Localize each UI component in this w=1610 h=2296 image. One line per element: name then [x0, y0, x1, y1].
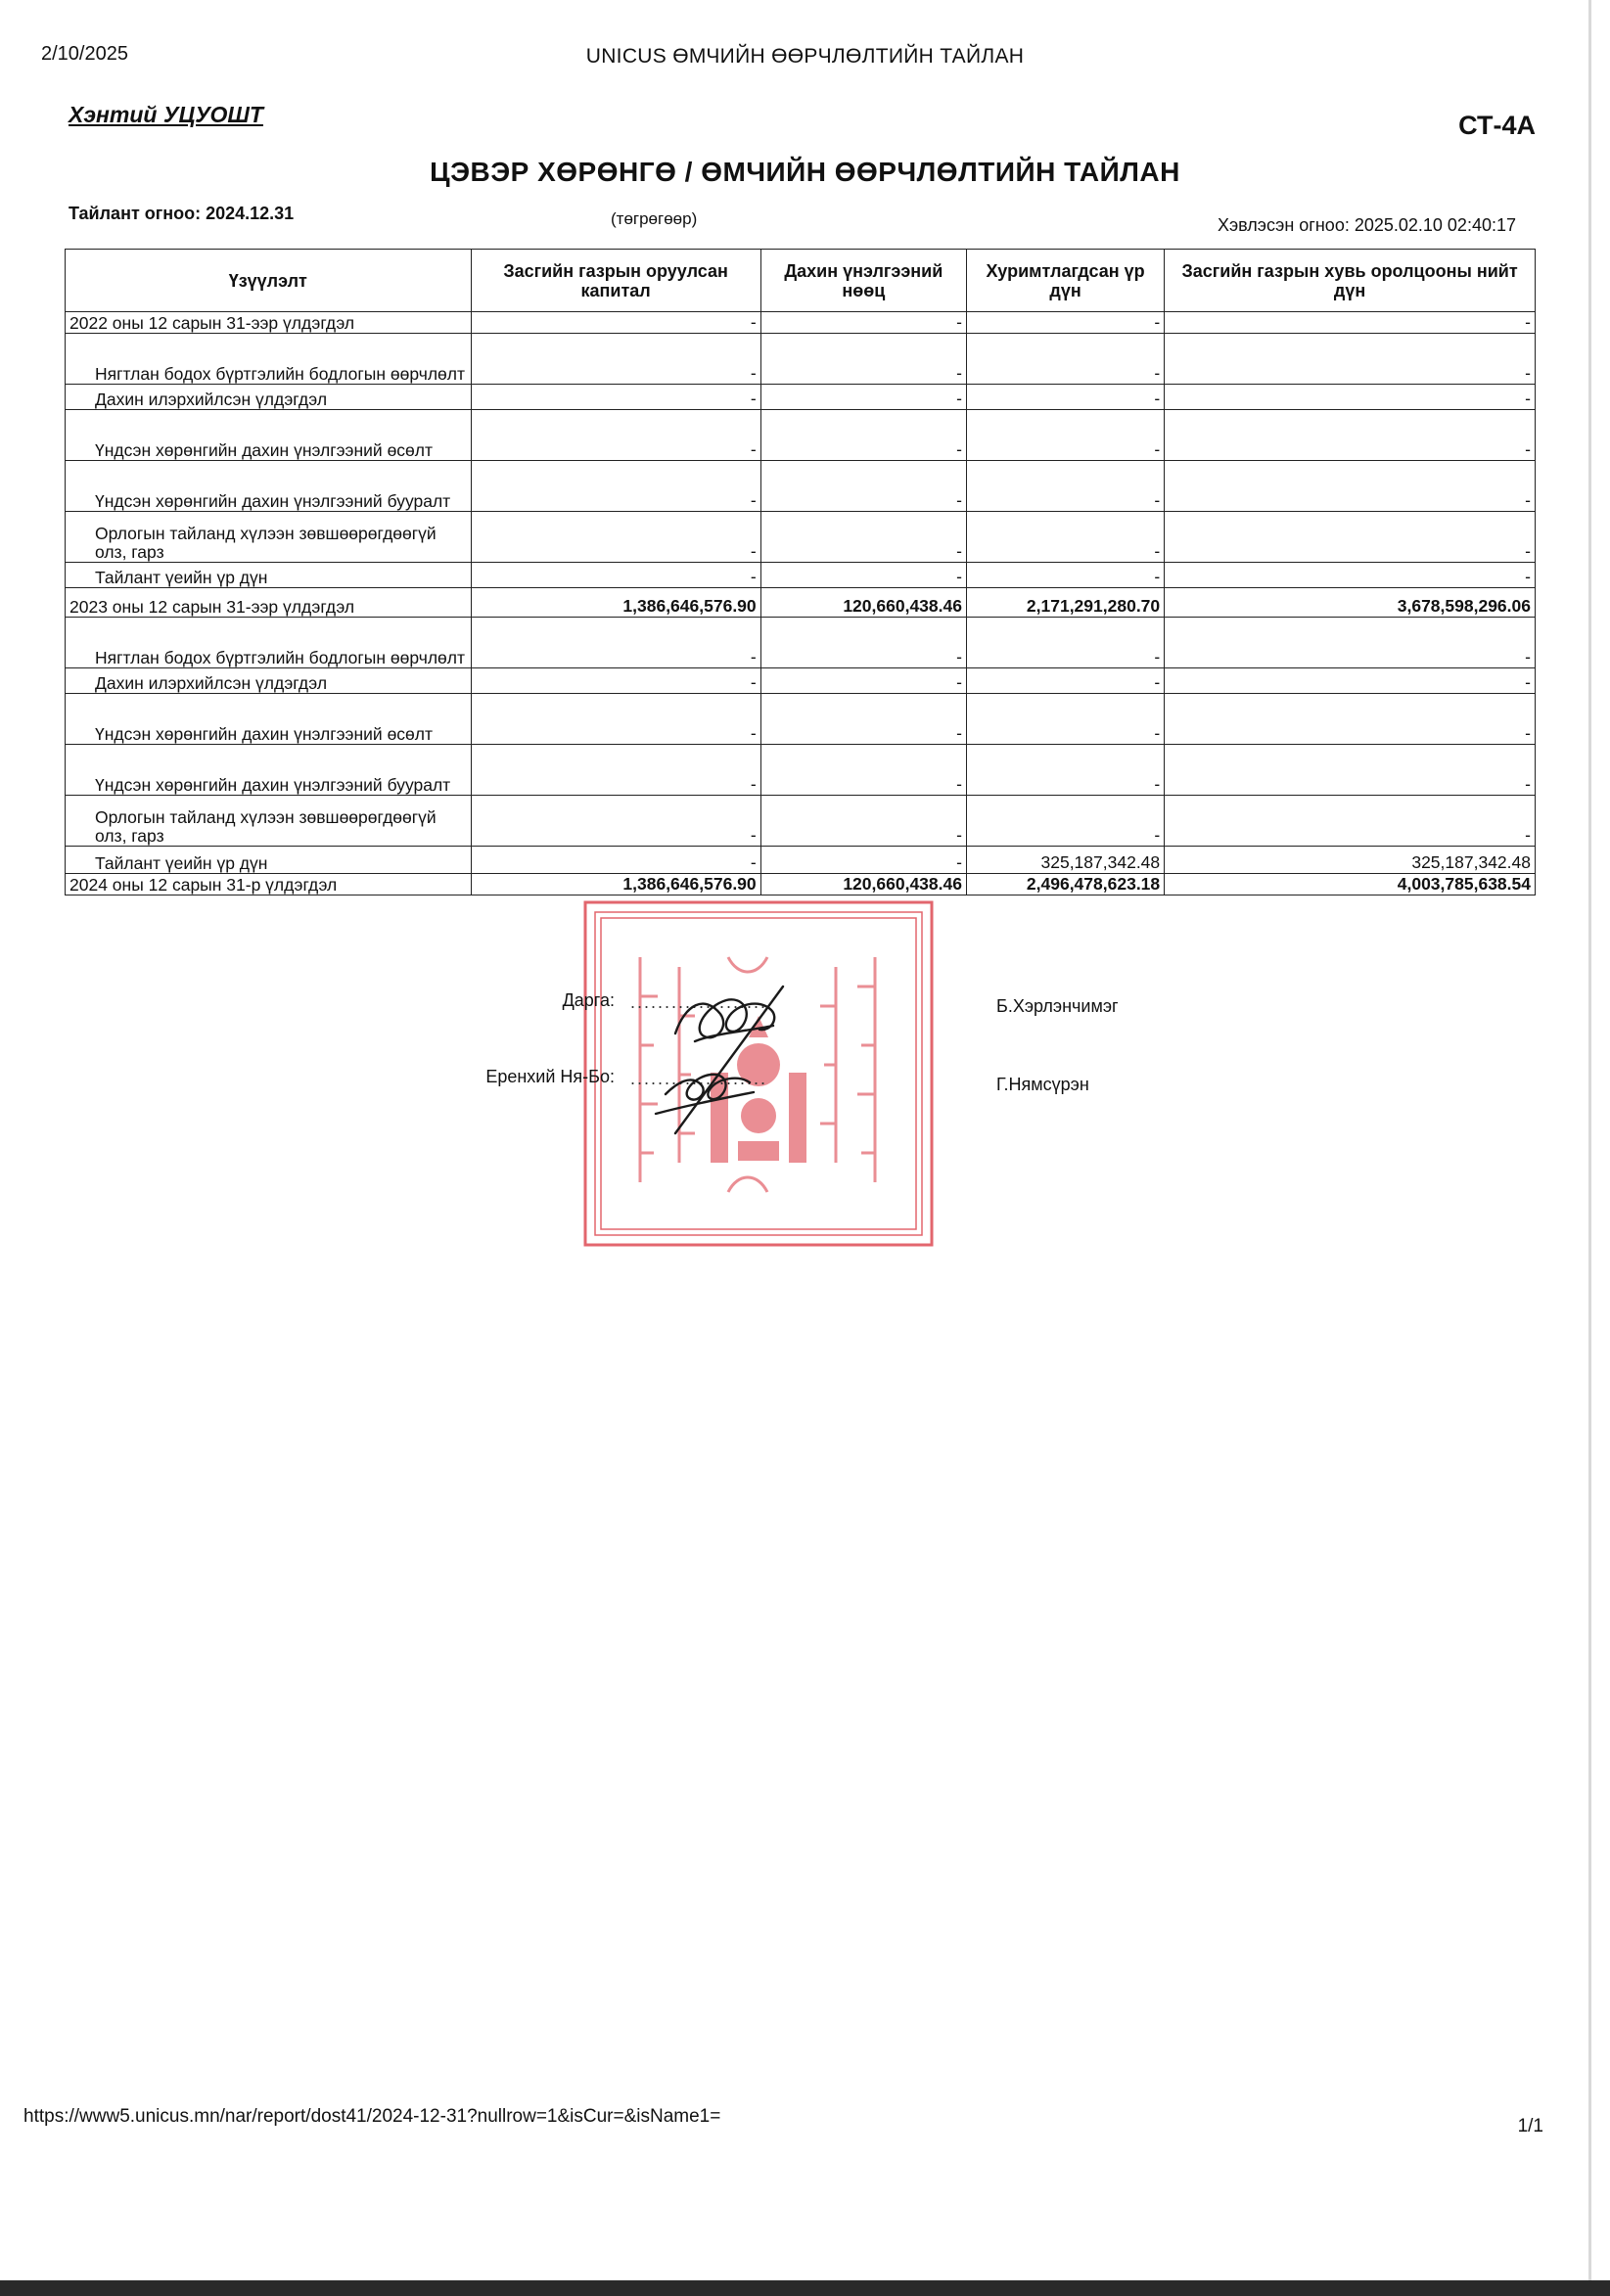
value-cell: 2,496,478,623.18 — [966, 874, 1164, 895]
chief-accountant-name: Г.Нямсүрэн — [996, 1075, 1089, 1094]
row-label: Үндсэн хөрөнгийн дахин үнэлгээний өсөлт — [66, 410, 472, 461]
value-cell: - — [471, 618, 760, 668]
value-cell: - — [966, 385, 1164, 410]
value-cell: - — [966, 694, 1164, 745]
table-row — [66, 385, 1536, 410]
value-cell: - — [760, 618, 966, 668]
row-label: 2022 оны 12 сарын 31-ээр үлдэгдэл — [66, 312, 472, 334]
value-cell: - — [1165, 410, 1536, 461]
value-cell: - — [1165, 618, 1536, 668]
value-cell: 2,171,291,280.70 — [966, 588, 1164, 618]
scan-edge — [1588, 0, 1591, 2296]
equity-change-table — [65, 249, 1536, 895]
row-label: Дахин илэрхийлсэн үлдэгдэл — [66, 385, 472, 410]
value-cell: - — [1165, 385, 1536, 410]
value-cell: - — [471, 745, 760, 796]
chief-accountant-label: Еренхий Ня-Бо: — [485, 1067, 615, 1086]
column-header: Дахин үнэлгээний нөөц — [760, 250, 966, 312]
table-row — [66, 410, 1536, 461]
value-cell: - — [471, 847, 760, 874]
table-row — [66, 668, 1536, 694]
value-cell: - — [760, 668, 966, 694]
value-cell: 3,678,598,296.06 — [1165, 588, 1536, 618]
print-header-title: UNICUS ӨМЧИЙН ӨӨРЧЛӨЛТИЙН ТАЙЛАН — [585, 45, 1025, 68]
value-cell: - — [471, 563, 760, 588]
value-cell: 1,386,646,576.90 — [471, 874, 760, 895]
value-cell: 325,187,342.48 — [1165, 847, 1536, 874]
chief-accountant-signature-line: .................... — [630, 1069, 768, 1088]
currency-unit: (төгрөгөөр) — [611, 209, 698, 228]
value-cell: - — [760, 745, 966, 796]
page-number: 1/1 — [1517, 2116, 1543, 2136]
value-cell: - — [966, 668, 1164, 694]
row-label: Тайлант үеийн үр дүн — [66, 847, 472, 874]
printed-timestamp: Хэвлэсэн огноо: 2025.02.10 02:40:17 — [1217, 215, 1516, 235]
value-cell: - — [760, 847, 966, 874]
table-row — [66, 461, 1536, 512]
value-cell: - — [966, 461, 1164, 512]
value-cell: - — [966, 745, 1164, 796]
table-row — [66, 694, 1536, 745]
value-cell: - — [760, 461, 966, 512]
organization-name: Хэнтий УЦУОШТ — [69, 102, 263, 127]
row-label: Үндсэн хөрөнгийн дахин үнэлгээний бууралт — [66, 745, 472, 796]
table-header-row — [66, 250, 1536, 312]
value-cell: - — [471, 668, 760, 694]
value-cell: - — [760, 410, 966, 461]
value-cell: 120,660,438.46 — [760, 874, 966, 895]
value-cell: - — [760, 694, 966, 745]
value-cell: - — [760, 334, 966, 385]
value-cell: - — [471, 385, 760, 410]
table-row — [66, 512, 1536, 563]
table-row — [66, 847, 1536, 874]
value-cell: - — [471, 312, 760, 334]
value-cell: - — [760, 563, 966, 588]
table-row — [66, 563, 1536, 588]
handwritten-signatures — [636, 947, 832, 1153]
row-label: 2024 оны 12 сарын 31-р үлдэгдэл — [66, 874, 472, 895]
value-cell: - — [471, 461, 760, 512]
table-row — [66, 745, 1536, 796]
value-cell: - — [1165, 334, 1536, 385]
value-cell: - — [471, 410, 760, 461]
value-cell: - — [966, 512, 1164, 563]
column-header: Хуримтлагдсан үр дүн — [966, 250, 1164, 312]
print-date: 2/10/2025 — [41, 43, 128, 65]
value-cell: - — [966, 334, 1164, 385]
column-header: Засгийн газрын оруулсан капитал — [471, 250, 760, 312]
value-cell: - — [1165, 668, 1536, 694]
column-header: Засгийн газрын хувь оролцооны нийт дүн — [1165, 250, 1536, 312]
value-cell: - — [471, 694, 760, 745]
column-header: Үзүүлэлт — [66, 250, 472, 312]
value-cell: - — [966, 618, 1164, 668]
value-cell: - — [1165, 796, 1536, 847]
table-row — [66, 312, 1536, 334]
value-cell: - — [471, 512, 760, 563]
source-url[interactable]: https://www5.unicus.mn/nar/report/dost41/2024-12-31?nullrow=1&isCur=&isName1= — [23, 2106, 721, 2127]
value-cell: - — [471, 334, 760, 385]
row-label: Нягтлан бодох бүртгэлийн бодлогын өөрчлөлт — [66, 618, 472, 668]
table-row — [66, 618, 1536, 668]
form-code: СТ-4А — [1458, 111, 1536, 140]
director-label: Дарга: — [562, 990, 615, 1010]
value-cell: - — [1165, 461, 1536, 512]
value-cell: - — [471, 796, 760, 847]
value-cell: - — [966, 796, 1164, 847]
value-cell: - — [760, 796, 966, 847]
value-cell: - — [1165, 512, 1536, 563]
value-cell: - — [1165, 563, 1536, 588]
scan-edge-bottom — [0, 2280, 1610, 2296]
row-label: Тайлант үеийн үр дүн — [66, 563, 472, 588]
value-cell: - — [1165, 694, 1536, 745]
report-date: Тайлант огноо: 2024.12.31 — [69, 204, 295, 223]
value-cell: - — [966, 563, 1164, 588]
table-row — [66, 588, 1536, 618]
row-label: Нягтлан бодох бүртгэлийн бодлогын өөрчлөлт — [66, 334, 472, 385]
value-cell: - — [760, 312, 966, 334]
value-cell: 4,003,785,638.54 — [1165, 874, 1536, 895]
table-row — [66, 874, 1536, 895]
value-cell: - — [966, 312, 1164, 334]
director-name: Б.Хэрлэнчимэг — [996, 996, 1119, 1016]
value-cell: - — [966, 410, 1164, 461]
value-cell: 120,660,438.46 — [760, 588, 966, 618]
row-label: 2023 оны 12 сарын 31-ээр үлдэгдэл — [66, 588, 472, 618]
value-cell: - — [760, 512, 966, 563]
director-signature-line: .................... — [630, 992, 768, 1012]
row-label: Орлогын тайланд хүлээн зөвшөөрөгдөөгүй олз, гарз — [66, 796, 472, 847]
table-row — [66, 334, 1536, 385]
table-row — [66, 796, 1536, 847]
row-label: Орлогын тайланд хүлээн зөвшөөрөгдөөгүй олз, гарз — [66, 512, 472, 563]
row-label: Үндсэн хөрөнгийн дахин үнэлгээний өсөлт — [66, 694, 472, 745]
row-label: Үндсэн хөрөнгийн дахин үнэлгээний бууралт — [66, 461, 472, 512]
value-cell: - — [760, 385, 966, 410]
report-title: ЦЭВЭР ХӨРӨНГӨ / ӨМЧИЙН ӨӨРЧЛӨЛТИЙН ТАЙЛАН — [430, 157, 1180, 187]
value-cell: - — [1165, 312, 1536, 334]
value-cell: 325,187,342.48 — [966, 847, 1164, 874]
row-label: Дахин илэрхийлсэн үлдэгдэл — [66, 668, 472, 694]
value-cell: 1,386,646,576.90 — [471, 588, 760, 618]
value-cell: - — [1165, 745, 1536, 796]
